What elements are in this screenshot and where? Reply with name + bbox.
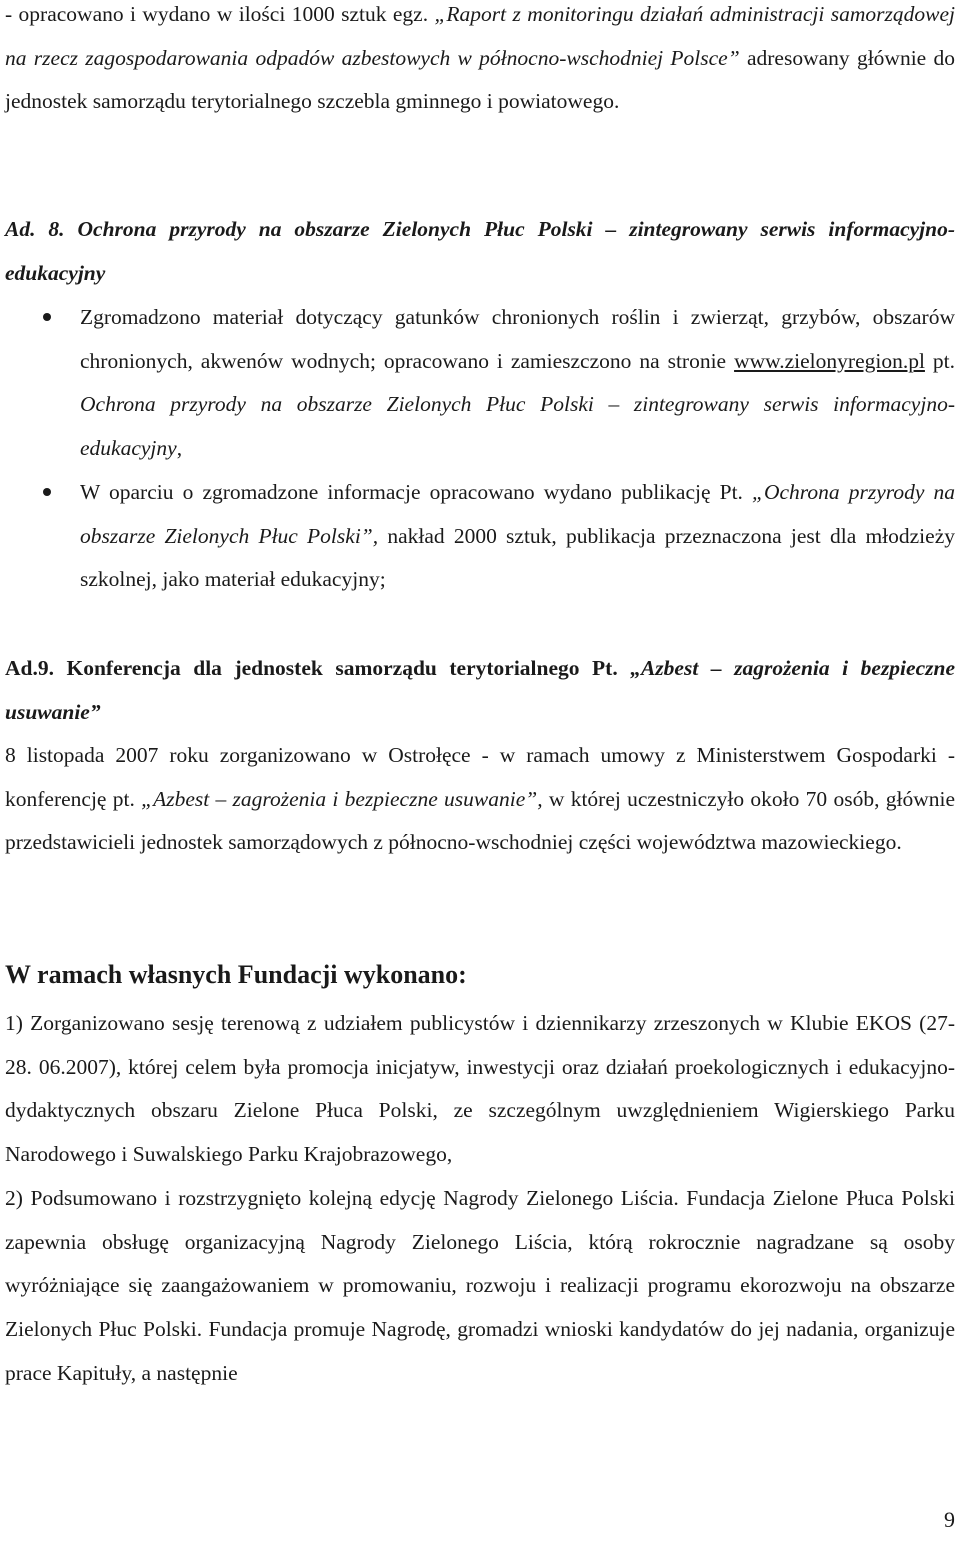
website-link[interactable]: www.zielonyregion.pl	[734, 348, 925, 373]
ad8-bullet-list	[0, 296, 960, 602]
section-heading-ad9	[5, 647, 955, 734]
intro-paragraph	[5, 0, 955, 124]
ad9-text-end: w której uczestniczyło około 70 osób, głównie przedstawicieli jednostek samorządowych z północno-wschodniej części województwa mazowieckiego.	[5, 786, 955, 855]
intro-text-end: adresowany głównie do jednostek samorządu terytorialnego szczebla gminnego i powiatowego.	[5, 45, 956, 114]
list-item	[0, 296, 955, 471]
list-item	[0, 471, 955, 602]
bullet-icon	[43, 488, 51, 496]
page-number: 9	[944, 1507, 955, 1532]
publication-title: „Ochrona przyrody na obszarze Zielonych Płuc Polski”,	[80, 479, 955, 548]
bullet-text: pt.	[924, 348, 955, 373]
conference-title-inline: „Azbest – zagrożenia i bezpieczne usuwanie”,	[141, 786, 543, 811]
bullet-text: ,	[176, 436, 183, 461]
fundacja-item-2: 2) Podsumowano i rozstrzygnięto kolejną edycję Nagrody Zielonego Liścia. Fundacja Zielone Płuca Polski zapewnia obsługę organizacyjną Nagrody Zielonego Liścia, którą rokrocznie nagradzane są osoby wyróżniające się zaangażowaniem w promowaniu, rozwoju i realizacji programu ekorozwoju na obszarze Zielonych Płuc Polski. Fundacja promuje Nagrodę, gromadzi wnioski kandydatów do jej nadania, organizuje prace Kapituły, a następnie	[5, 1186, 955, 1385]
intro-text: - opracowano i wydano w ilości 1000 sztuk egz.	[5, 2, 435, 26]
bullet-icon	[43, 313, 51, 321]
fundacja-heading: W ramach własnych Fundacji wykonano:	[5, 960, 467, 989]
bullet-text: W oparciu o zgromadzone informacje opracowano wydano publikację Pt.	[80, 479, 753, 504]
bullet-text: Zgromadzono materiał dotyczący gatunków chronionych roślin i zwierząt, grzybów, obszarów chronionych, akwenów wodnych; opracowano i zamieszczono na stronie	[80, 305, 955, 373]
ad9-heading-text: Ad.9. Konferencja dla jednostek samorządu terytorialnego Pt.	[5, 656, 631, 680]
section-heading-ad8: Ad. 8. Ochrona przyrody na obszarze Zielonych Płuc Polski – zintegrowany serwis informacyjno-edukacyjny	[5, 217, 955, 285]
service-title: Ochrona przyrody na obszarze Zielonych Płuc Polski – zintegrowany serwis informacyjno-edukacyjny	[80, 392, 955, 461]
report-title: „Raport z monitoringu działań administracji samorządowej na rzecz zagospodarowania odpadów azbestowych w północno-wschodniej Polsce”	[5, 2, 955, 70]
bullet-text: nakład 2000 sztuk, publikacja przeznaczona jest dla młodzieży szkolnej, jako materiał edukacyjny;	[80, 523, 955, 592]
ad9-paragraph	[5, 734, 955, 865]
conference-title: „Azbest – zagrożenia i bezpieczne usuwanie”	[5, 656, 955, 724]
fundacja-item-1: 1) Zorganizowano sesję terenową z udziałem publicystów i dziennikarzy zrzeszonych w Klubie EKOS (27-28. 06.2007), której celem była promocja inicjatyw, inwestycji oraz działań proekologicznych i edukacyjno-dydaktycznych obszaru Zielone Płuca Polski, ze szczególnym uwzględnieniem Wigierskiego Parku Narodowego i Suwalskiego Parku Krajobrazowego,	[5, 1011, 955, 1167]
ad9-text: 8 listopada 2007 roku zorganizowano w Ostrołęce - w ramach umowy z Ministerstwem Gospodarki - konferencję pt.	[5, 743, 955, 811]
